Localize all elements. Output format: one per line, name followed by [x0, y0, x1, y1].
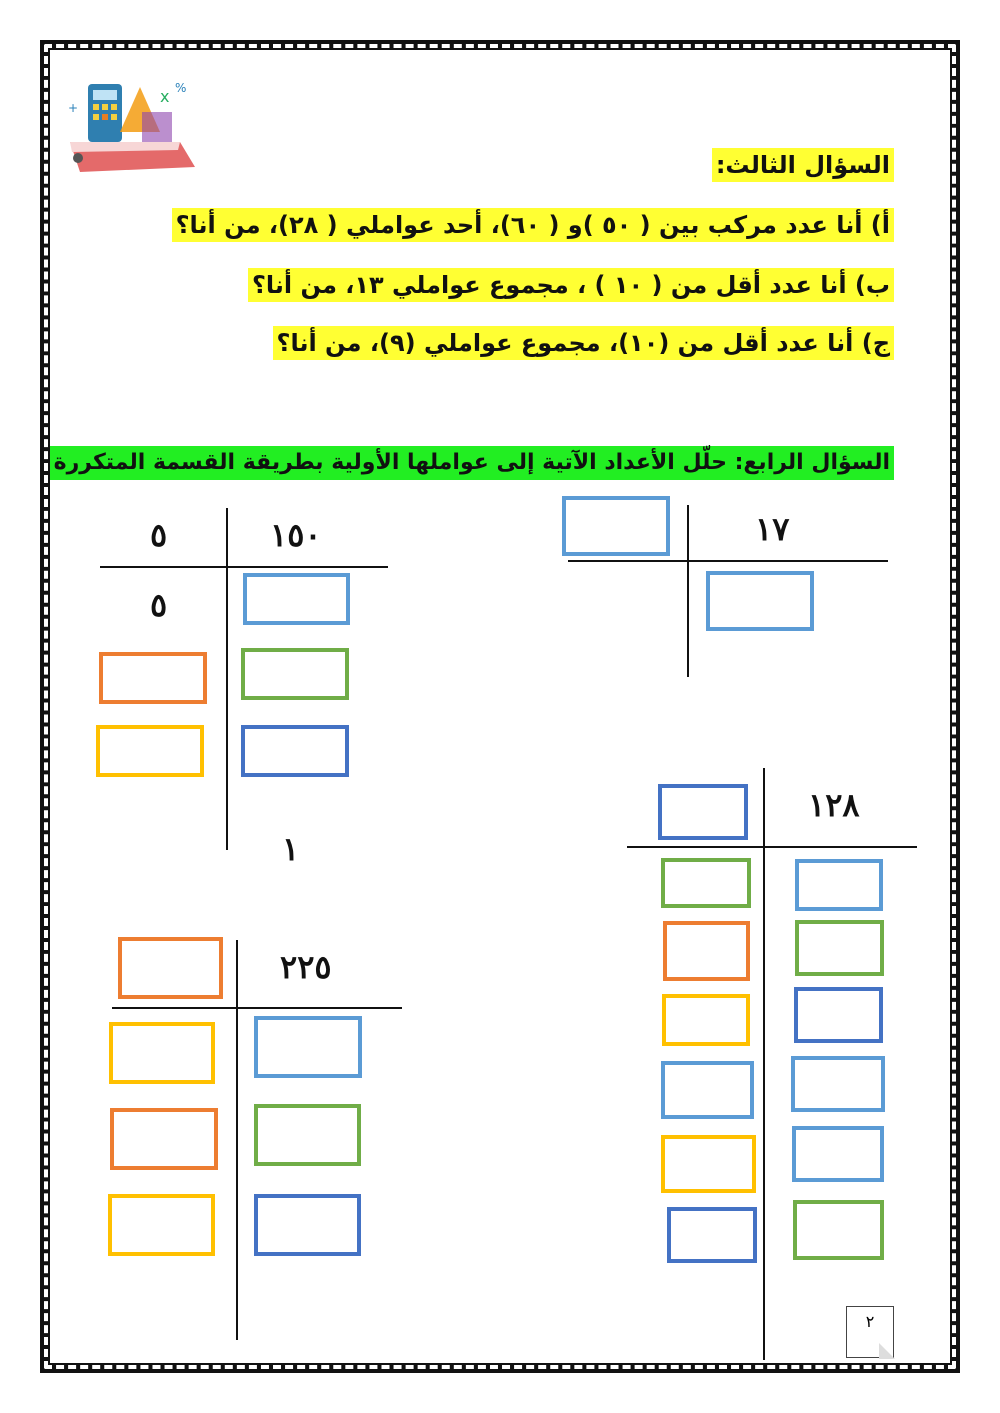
answer-box[interactable] — [661, 1061, 754, 1119]
answer-box[interactable] — [791, 1056, 885, 1112]
question-3-c: ج) أنا عدد أقل من (١٠)، مجموع عواملي (٩)، من أنا؟ — [273, 326, 894, 360]
answer-box[interactable] — [109, 1022, 215, 1084]
divider-vertical-128 — [763, 768, 765, 1360]
answer-box[interactable] — [661, 858, 751, 908]
question-3-b: ب) أنا عدد أقل من ( ١٠ ) ، مجموع عواملي ١٣، من أنا؟ — [248, 268, 894, 302]
number-150: ١٥٠ — [270, 516, 322, 554]
divider-vertical-225 — [236, 940, 238, 1340]
factor-150-a: ٥ — [150, 516, 168, 554]
answer-box[interactable] — [96, 725, 204, 777]
svg-text:%: % — [175, 81, 187, 95]
factor-150-b: ٥ — [150, 586, 168, 624]
answer-box[interactable] — [241, 725, 349, 777]
number-17: ١٧ — [755, 510, 790, 548]
answer-box[interactable] — [658, 784, 748, 840]
answer-box[interactable] — [706, 571, 814, 631]
answer-box[interactable] — [794, 987, 883, 1043]
answer-box[interactable] — [254, 1104, 361, 1166]
svg-text:x: x — [160, 87, 170, 106]
answer-box[interactable] — [254, 1194, 361, 1256]
answer-box[interactable] — [562, 496, 670, 556]
divider-vertical-17 — [687, 505, 689, 677]
question-3-a: أ) أنا عدد مركب بين ( ٥٠ )و ( ٦٠)، أحد عواملي ( ٢٨)، من أنا؟ — [172, 208, 894, 242]
divider-horizontal-17 — [568, 560, 888, 562]
remainder-150: ١ — [282, 830, 300, 868]
divider-horizontal-150 — [100, 566, 388, 568]
page-number — [846, 1306, 894, 1358]
answer-box[interactable] — [118, 937, 223, 999]
math-book-illustration — [60, 72, 200, 182]
answer-box[interactable] — [254, 1016, 362, 1078]
divider-horizontal-225 — [112, 1007, 402, 1009]
divider-vertical-150 — [226, 508, 228, 850]
answer-box[interactable] — [795, 859, 883, 911]
answer-box[interactable] — [663, 921, 750, 981]
question-3-title: السؤال الثالث: — [712, 148, 894, 182]
answer-box[interactable] — [795, 920, 884, 976]
answer-box[interactable] — [792, 1126, 884, 1182]
answer-box[interactable] — [667, 1207, 757, 1263]
divider-horizontal-128 — [627, 846, 917, 848]
answer-box[interactable] — [241, 648, 349, 700]
question-4-title: السؤال الرابع: حلّل الأعداد الآتية إلى عواملها الأولية بطريقة القسمة المتكررة — [50, 446, 894, 480]
answer-box[interactable] — [110, 1108, 218, 1170]
answer-box[interactable] — [108, 1194, 215, 1256]
answer-box[interactable] — [793, 1200, 884, 1260]
page-number-text: ٢ — [865, 1312, 875, 1331]
number-128: ١٢٨ — [808, 786, 860, 824]
answer-box[interactable] — [243, 573, 350, 625]
answer-box[interactable] — [662, 994, 750, 1046]
number-225: ٢٢٥ — [280, 948, 332, 986]
svg-text:+: + — [68, 101, 79, 115]
answer-box[interactable] — [661, 1135, 756, 1193]
answer-box[interactable] — [99, 652, 207, 704]
